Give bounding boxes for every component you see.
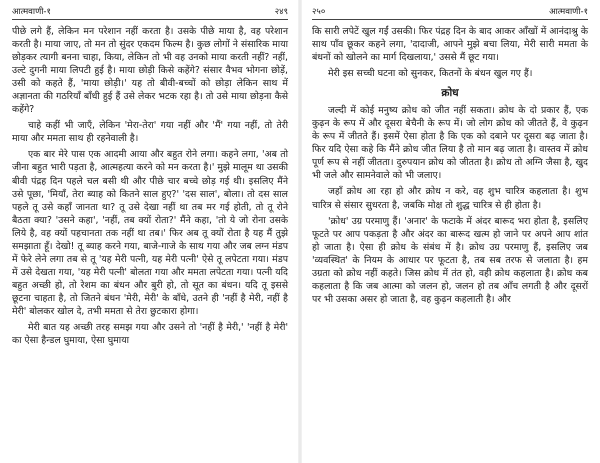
section-paragraph-3: 'क्रोध' उग्र परमाणु हैं। 'अनार' के फटाके में अंदर बारूद भरा होता है, इसलिए फूटते पर आप पकड़ता है और अंदर का बारूद खत्म हो जाने पर अपने आप शांत हो जाता है। ऐसा ही क्रोध के संबंध में है। क्रोध उग्र परमाणु हैं, इसलिए जब 'व्यवस्थित' के नियम के आधार पर फूटता है, तब सब तरफ से जलाता है। हम उग्रता को क्रोध नहीं कहते। जिस क्रोध में तंत हो, वही क्रोध कहलाता है। क्रोध कब कहलाता है कि जब आत्मा को जलन हो, जलन हो तब आँच लगती है और दूसरों पर भी उसका असर हो जाता है, वह कुढ़न कहलाती है। और [312, 215, 588, 305]
right-page-number: २५० [312, 7, 326, 17]
section-heading: क्रोध [441, 87, 459, 100]
right-paragraph-1: कि सारी लपेटें खुल गईं उसकी। फिर पंद्रह दिन के बाद आकर आँखों में आनंदाश्रु के साथ पाँव छूकर कहने लगा, 'दादाजी, आपने मुझे बचा लिया, मेरी सारी ममता के बंधनों को खोलने का मार्ग दिखलाया,' उससे मैं छूट गया। [312, 26, 588, 64]
left-paragraph-4: मेरी बात यह अच्छी तरह समझ गया और उसने तो 'नहीं है मेरी,' 'नहीं है मेरी' का ऐसा हैन्डल घुमाया, ऐसा घुमाया [12, 322, 288, 347]
left-page-number: २४९ [274, 7, 288, 17]
left-paragraph-3: एक बार मेरे पास एक आदमी आया और बहुत रोने लगा। कहने लगा, 'अब तो जीना बहुत भारी पड़ता है, आत्महत्या करने को मन करता है।' मुझे मालूम था उसकी बीवी पंद्रह दिन पहले चल बसी थी और पीछे चार बच्चे छोड़ गई थी। इसलिए मैंने उसे पूछा, 'मियाँ, तेरा ब्याह को कितने साल हुए?' 'दस साल', बोला। तो दस साल पहले तू उसे कहाँ जानता था? तू उसे देखा नहीं था तब मर गई होती, तो तू रोने बैठता क्या? 'उसने कहा', 'नहीं, तब क्यों रोता?' मैंने कहा, 'तो ये जो रोना उसके लिये है, वह क्यों पहचानता तक नहीं था तब।' फिर अब तू क्यों रोता है यह मैं तुझे समझाता हूँ। देखो! तू ब्याह करने गया, बाजे-गाजे के साथ गया और जब लग्न मंडप में फेरे लेने लगा तब से तू 'यह मेरी पत्नी, यह मेरी पत्नी' ऐसे तू लपेटता गया। मंडप में उसे देखता गया, 'यह मेरी पत्नी' बोलता गया और ममता लपेटता गया। पत्नी यदि बहुत अच्छी हो, तो रेशम का बंधन और बुरी हो, तो सूत का बंधन। यदि तू इससे छूटना चाहता है, तो जितने बंधन 'मेरी, मेरी' के बाँधे, उतने ही 'नहीं है मेरी, नहीं है मेरी' बोलकर खोल दे, तभी ममता से तेरा छुटकारा होगा। [12, 149, 288, 317]
right-paragraph-2: मेरी इस सच्ची घटना को सुनकर, कितनों के बंधन खुल गए हैं। [328, 68, 533, 80]
right-page [300, 0, 600, 463]
section-paragraph-1: जल्दी में कोई मनुष्य क्रोध को जीत नहीं सकता। क्रोध के दो प्रकार हैं, एक कुढ़न के रूप में और दूसरा बेचैनी के रूप में। जो लोग क्रोध को जीतते हैं, वे कुढ़न के रूप में जीतते हैं। इसमें ऐसा होता है कि एक को दबाने पर दूसरा बढ़ जाता है। फिर यदि ऐसा कहे कि मैंने क्रोध जीत लिया है तो मान बढ़ जाता है। वास्तव में क्रोध पूर्ण रूप से नहीं जीतता। दुरुपयान क्रोध को जीतता है। क्रोध तो अग्नि जैसा है, खुद भी जले और सामनेवाले को भी जलाए। [312, 105, 588, 182]
left-paragraph-1: पीछे लगे हैं, लेकिन मन परेशान नहीं करता है। उसके पीछे माया है, वह परेशान करती है। माया जाए, तो मन तो सुंदर एकदम फिल्म है। कुछ लोगों ने संसारिक माया छोड़कर त्यागी बनना चाहा, किया, लेकिन तो भी वह उनको माया करती नहीं? नहीं, उल्टे दुगनी माया लिपटी हुई है। माया छोड़ी किसे कहेंगे? संसार वैभव भोगना छोड़ें, उसी को कहते हैं, 'माया छोड़ी।' यह तो बीवी-बच्चों को छोड़ा लेकिन साथ में अज्ञानता की गठरियाँ बाँधी हुई हैं उसे लेकर भटक रहा है। तो उसे माया छोड़ना कैसे कहेंगे? [12, 26, 288, 116]
left-page-header [12, 6, 288, 20]
section-paragraph-2: जहाँ क्रोध आ रहा हो और क्रोध न करे, वह शुभ चारित्र कहलाता है। शुभ चारित्र से संसार सुधरता है, जबकि मोक्ष तो शुद्ध चारित्र से ही होता है। [312, 186, 588, 211]
right-header-title: आत्मवाणी-१ [549, 7, 588, 17]
left-header-title: आत्मवाणी-१ [12, 7, 51, 17]
right-page-header [312, 6, 588, 20]
left-paragraph-2: चाहे कहीं भी जाएँ, लेकिन 'मेरा-तेरा' गया नहीं और 'मैं' गया नहीं, तो तेरी माया और ममता साथ ही रहनेवाली है। [12, 120, 288, 145]
